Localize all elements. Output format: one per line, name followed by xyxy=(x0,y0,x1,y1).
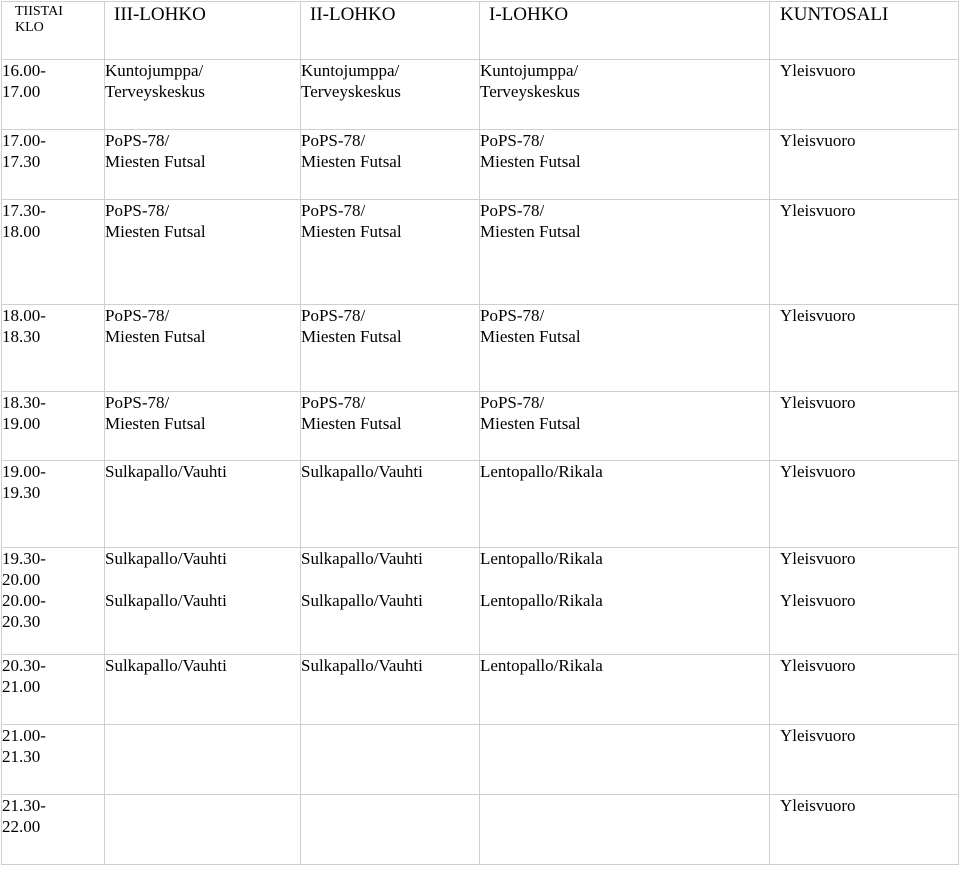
time-cell xyxy=(2,392,105,461)
time-text: 17.00 xyxy=(2,82,41,101)
kuntosali-cell xyxy=(770,795,959,865)
iii-lohko-cell xyxy=(105,60,301,130)
booking-text: PoPS-78/ xyxy=(105,201,170,220)
schedule-row xyxy=(2,795,959,865)
time-text: 21.00 xyxy=(2,677,41,696)
i-lohko-cell xyxy=(480,461,770,548)
schedule-row xyxy=(2,548,959,655)
booking-text: Sulkapallo/Vauhti xyxy=(105,462,227,481)
booking-text: Yleisvuoro xyxy=(780,726,856,745)
ii-lohko-cell xyxy=(301,655,480,725)
ii-lohko-cell xyxy=(301,305,480,392)
header-i-lohko: I-LOHKO xyxy=(480,2,770,60)
booking-text: Kuntojumppa/ xyxy=(105,61,204,80)
time-cell xyxy=(2,548,105,655)
ii-lohko-cell xyxy=(301,725,480,795)
time-text: 21.00- xyxy=(2,726,46,745)
booking-text: Miesten Futsal xyxy=(105,152,206,171)
i-lohko-cell xyxy=(480,795,770,865)
booking-text: Yleisvuoro xyxy=(780,591,856,610)
time-text: 20.30 xyxy=(2,612,41,631)
i-lohko-cell xyxy=(480,655,770,725)
iii-lohko-cell xyxy=(105,725,301,795)
schedule-row xyxy=(2,725,959,795)
time-text: 19.00- xyxy=(2,462,46,481)
booking-text xyxy=(780,569,958,590)
schedule-row xyxy=(2,655,959,725)
booking-text: Yleisvuoro xyxy=(780,462,856,481)
iii-lohko-cell xyxy=(105,305,301,392)
booking-text: Lentopallo/Rikala xyxy=(480,591,603,610)
booking-text: Sulkapallo/Vauhti xyxy=(105,549,227,568)
booking-text: Sulkapallo/Vauhti xyxy=(301,462,423,481)
time-text: 17.00- xyxy=(2,131,46,150)
i-lohko-cell xyxy=(480,305,770,392)
time-cell xyxy=(2,725,105,795)
i-lohko-cell xyxy=(480,548,770,655)
iii-lohko-cell xyxy=(105,655,301,725)
booking-text: Terveyskeskus xyxy=(480,82,580,101)
booking-text: Kuntojumppa/ xyxy=(480,61,579,80)
schedule-table xyxy=(1,1,959,865)
booking-text: Lentopallo/Rikala xyxy=(480,462,603,481)
time-text: 17.30- xyxy=(2,201,46,220)
ii-lohko-cell xyxy=(301,200,480,305)
time-text: 20.00- xyxy=(2,591,46,610)
iii-lohko-cell xyxy=(105,461,301,548)
booking-text: Sulkapallo/Vauhti xyxy=(301,656,423,675)
time-text: 20.00 xyxy=(2,570,41,589)
booking-text: Miesten Futsal xyxy=(480,414,581,433)
time-text: 18.00- xyxy=(2,306,46,325)
i-lohko-cell xyxy=(480,392,770,461)
kuntosali-cell xyxy=(770,60,959,130)
time-text: 16.00- xyxy=(2,61,46,80)
kuntosali-cell xyxy=(770,200,959,305)
booking-text: Yleisvuoro xyxy=(780,306,856,325)
iii-lohko-cell xyxy=(105,392,301,461)
kuntosali-cell xyxy=(770,725,959,795)
ii-lohko-cell xyxy=(301,795,480,865)
booking-text: Yleisvuoro xyxy=(780,393,856,412)
booking-text: Sulkapallo/Vauhti xyxy=(301,549,423,568)
booking-text: PoPS-78/ xyxy=(480,131,545,150)
ii-lohko-cell xyxy=(301,130,480,200)
booking-text xyxy=(301,569,479,590)
i-lohko-cell xyxy=(480,130,770,200)
booking-text: Lentopallo/Rikala xyxy=(480,549,603,568)
ii-lohko-cell xyxy=(301,548,480,655)
iii-lohko-cell xyxy=(105,795,301,865)
time-text: 20.30- xyxy=(2,656,46,675)
time-cell xyxy=(2,200,105,305)
booking-text: PoPS-78/ xyxy=(480,393,545,412)
booking-text: Terveyskeskus xyxy=(105,82,205,101)
header-ii-lohko: II-LOHKO xyxy=(301,2,480,60)
booking-text: PoPS-78/ xyxy=(105,393,170,412)
header-kuntosali: KUNTOSALI xyxy=(770,2,959,60)
booking-text: Miesten Futsal xyxy=(105,327,206,346)
booking-text: Lentopallo/Rikala xyxy=(480,656,603,675)
kuntosali-cell xyxy=(770,392,959,461)
booking-text: Miesten Futsal xyxy=(301,414,402,433)
booking-text: Miesten Futsal xyxy=(301,152,402,171)
booking-text: Miesten Futsal xyxy=(480,327,581,346)
time-cell xyxy=(2,130,105,200)
iii-lohko-cell xyxy=(105,200,301,305)
ii-lohko-cell xyxy=(301,392,480,461)
schedule-row xyxy=(2,461,959,548)
i-lohko-cell xyxy=(480,200,770,305)
kuntosali-cell xyxy=(770,655,959,725)
time-cell xyxy=(2,795,105,865)
time-text: 18.30- xyxy=(2,393,46,412)
time-text: 19.30 xyxy=(2,483,41,502)
booking-text: Kuntojumppa/ xyxy=(301,61,400,80)
header-time-line: TIISTAI xyxy=(15,4,63,19)
booking-text: Yleisvuoro xyxy=(780,131,856,150)
schedule-row xyxy=(2,130,959,200)
schedule-row xyxy=(2,305,959,392)
booking-text: Yleisvuoro xyxy=(780,201,856,220)
time-cell xyxy=(2,305,105,392)
iii-lohko-cell xyxy=(105,130,301,200)
booking-text: Terveyskeskus xyxy=(301,82,401,101)
time-text: 19.30- xyxy=(2,549,46,568)
booking-text: Yleisvuoro xyxy=(780,796,856,815)
booking-text: PoPS-78/ xyxy=(301,306,366,325)
booking-text: Miesten Futsal xyxy=(301,222,402,241)
time-text: 21.30- xyxy=(2,796,46,815)
time-text: 21.30 xyxy=(2,747,41,766)
header-time-line: KLO xyxy=(15,20,44,35)
booking-text: PoPS-78/ xyxy=(480,201,545,220)
booking-text: PoPS-78/ xyxy=(301,393,366,412)
booking-text: PoPS-78/ xyxy=(480,306,545,325)
booking-text: Sulkapallo/Vauhti xyxy=(301,591,423,610)
i-lohko-cell xyxy=(480,60,770,130)
time-text: 17.30 xyxy=(2,152,41,171)
booking-text: Miesten Futsal xyxy=(105,414,206,433)
kuntosali-cell xyxy=(770,130,959,200)
booking-text: Yleisvuoro xyxy=(780,549,856,568)
header-iii-lohko: III-LOHKO xyxy=(105,2,301,60)
booking-text: Yleisvuoro xyxy=(780,656,856,675)
booking-text: PoPS-78/ xyxy=(105,131,170,150)
time-text: 19.00 xyxy=(2,414,41,433)
kuntosali-cell xyxy=(770,305,959,392)
schedule-row xyxy=(2,392,959,461)
time-cell xyxy=(2,655,105,725)
time-cell xyxy=(2,60,105,130)
ii-lohko-cell xyxy=(301,461,480,548)
iii-lohko-cell xyxy=(105,548,301,655)
header-time xyxy=(2,2,105,60)
booking-text: Sulkapallo/Vauhti xyxy=(105,591,227,610)
booking-text: Yleisvuoro xyxy=(780,61,856,80)
booking-text: PoPS-78/ xyxy=(105,306,170,325)
i-lohko-cell xyxy=(480,725,770,795)
booking-text: Miesten Futsal xyxy=(480,222,581,241)
schedule-row xyxy=(2,200,959,305)
schedule-row xyxy=(2,60,959,130)
time-text: 18.30 xyxy=(2,327,41,346)
time-text: 18.00 xyxy=(2,222,41,241)
kuntosali-cell xyxy=(770,461,959,548)
booking-text: PoPS-78/ xyxy=(301,131,366,150)
time-text: 22.00 xyxy=(2,817,41,836)
booking-text xyxy=(105,569,300,590)
booking-text: Sulkapallo/Vauhti xyxy=(105,656,227,675)
header-row xyxy=(2,2,959,60)
time-cell xyxy=(2,461,105,548)
booking-text: Miesten Futsal xyxy=(480,152,581,171)
booking-text: PoPS-78/ xyxy=(301,201,366,220)
ii-lohko-cell xyxy=(301,60,480,130)
booking-text xyxy=(480,569,769,590)
booking-text: Miesten Futsal xyxy=(301,327,402,346)
kuntosali-cell xyxy=(770,548,959,655)
booking-text: Miesten Futsal xyxy=(105,222,206,241)
